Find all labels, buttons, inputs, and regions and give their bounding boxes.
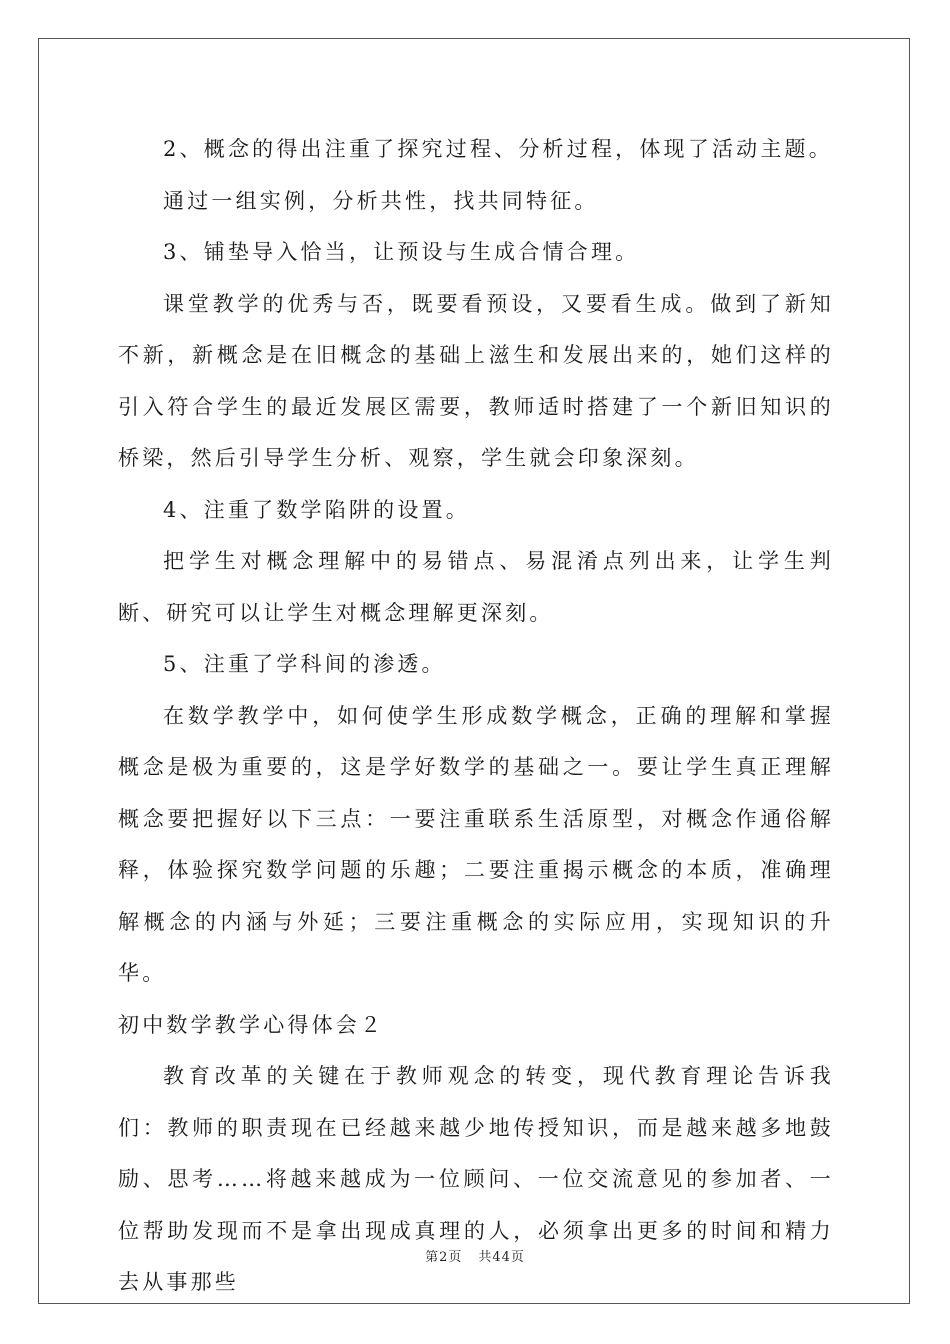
document-body [118, 124, 834, 1309]
section-heading: 初中数学教学心得体会２ [118, 1012, 385, 1037]
paragraph-point-5: 5、注重了学科间的渗透。 [163, 652, 446, 676]
paragraph-point-3: 3、铺垫导入恰当，让预设与生成合情合理。 [163, 240, 640, 264]
paragraph-point-4: 4、注重了数学陷阱的设置。 [163, 497, 470, 522]
paragraph-point-3-detail: 课堂教学的优秀与否，既要看预设，又要看生成。做到了新知不新，新概念是在旧概念的基础上滋生和发展出来的，她们这样的引入符合学生的最近发展区需要，教师适时搭建了一个新旧知识的桥梁，然后引导学生分析、观察，学生就会印象深刻。 [118, 291, 834, 470]
paragraph-point-2: 2、概念的得出注重了探究过程、分析过程，体现了活动主题。 [163, 137, 833, 161]
paragraph-point-5-detail: 在数学教学中，如何使学生形成数学概念，正确的理解和掌握概念是极为重要的，这是学好数学的基础之一。要让学生真正理解概念要把握好以下三点：一要注重联系生活原型，对概念作通俗解释，体验探究数学问题的乐趣；二要注重揭示概念的本质，准确理解概念的内涵与外延；三要注重概念的实际应用，实现知识的升华。 [118, 703, 834, 985]
paragraph-point-2-detail: 通过一组实例，分析共性，找共同特征。 [163, 188, 599, 213]
paragraph-point-4-detail: 把学生对概念理解中的易错点、易混淆点列出来，让学生判断、研究可以让学生对概念理解更深刻。 [118, 549, 834, 625]
page-total: 共44页 [478, 1250, 525, 1265]
paragraph-section-2-intro: 教育改革的关键在于教师观念的转变，现代教育理论告诉我们：教师的职责现在已经越来越少地传授知识，而是越来越多地鼓励、思考……将越来越成为一位顾问、一位交流意见的参加者、一位帮助发现而不是拿出现成真理的人，必须拿出更多的时间和精力去从事那些 [118, 1064, 834, 1294]
page-number: 第2页 [425, 1250, 463, 1265]
page-footer [0, 1246, 950, 1265]
